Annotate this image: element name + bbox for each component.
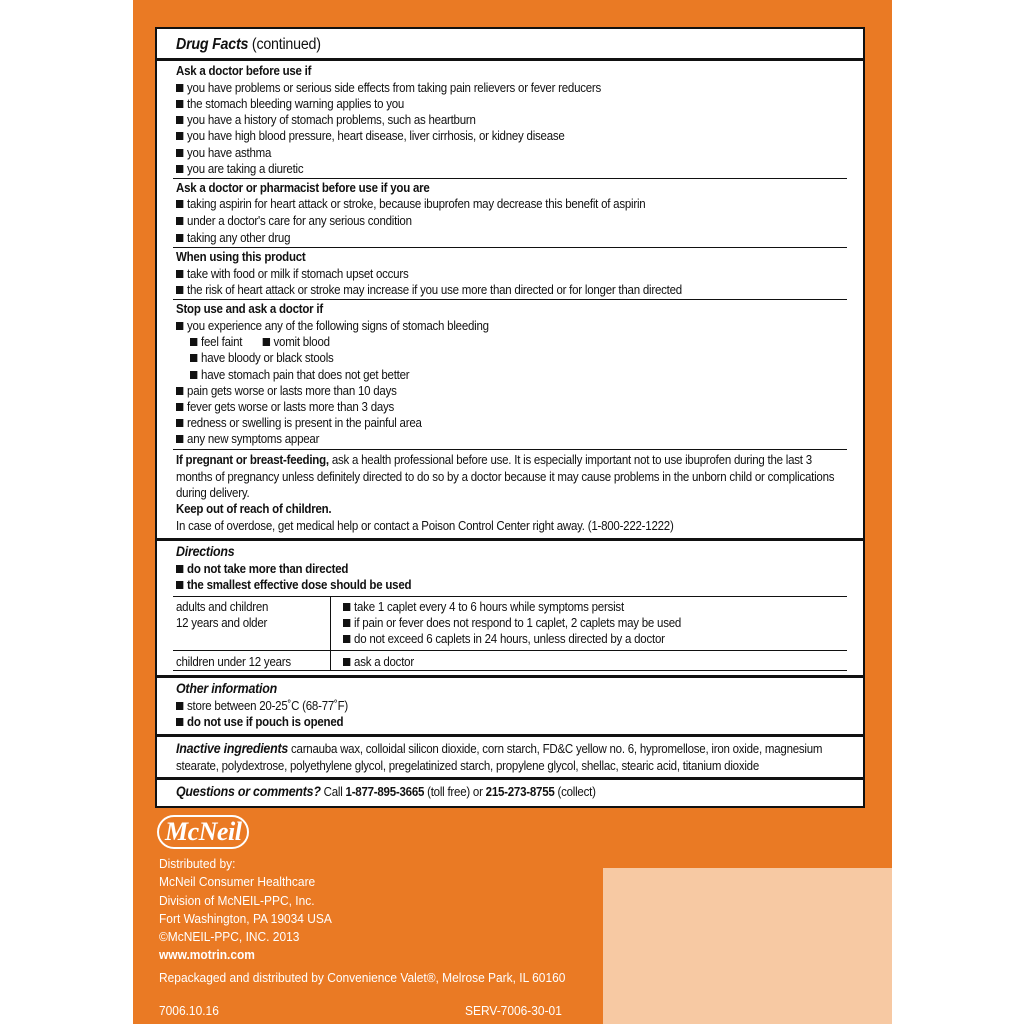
bullet-icon bbox=[190, 371, 197, 379]
section-border bbox=[157, 538, 863, 541]
company-division: Division of McNEIL-PPC, Inc. bbox=[159, 893, 315, 908]
pregnant-warning: If pregnant or breast-feeding, ask a health professional before use. It is especially important not to use ibuprofen during the last 3 bbox=[176, 453, 812, 467]
inactive-ingredients: Inactive ingredients carnauba wax, colloidal silicon dioxide, corn starch, FD&C yellow no. 6, hypromellose, iron oxide, magnesium bbox=[176, 741, 823, 756]
table-top-line bbox=[173, 596, 847, 597]
section-border bbox=[157, 734, 863, 737]
list-item: store between 20-25˚C (68-77˚F) bbox=[176, 698, 348, 714]
list-item: taking aspirin for heart attack or stroke, because ibuprofen may decrease this benefit of aspirin bbox=[176, 196, 645, 212]
distributed-by: Distributed by: bbox=[159, 856, 236, 871]
section-divider bbox=[173, 299, 847, 300]
pregnant-warning-line: months of pregnancy unless definitely directed to do so by a doctor because it may cause problems in the unborn child or complications bbox=[176, 470, 835, 484]
bullet-icon bbox=[343, 603, 350, 611]
list-item: redness or swelling is present in the painful area bbox=[176, 415, 422, 431]
list-item: take 1 caplet every 4 to 6 hours while symptoms persist bbox=[343, 599, 624, 615]
list-item: any new symptoms appear bbox=[176, 431, 319, 447]
bullet-icon bbox=[176, 217, 183, 225]
list-item: pain gets worse or lasts more than 10 days bbox=[176, 383, 397, 399]
keep-out-heading: Keep out of reach of children. bbox=[176, 502, 332, 516]
title-divider bbox=[157, 58, 863, 61]
table-cell-label: 12 years and older bbox=[176, 616, 268, 630]
table-cell-label: adults and children bbox=[176, 600, 269, 614]
list-item: have bloody or black stools bbox=[190, 350, 334, 366]
list-item: do not use if pouch is opened bbox=[176, 714, 343, 730]
panel-title: Drug Facts (continued) bbox=[176, 36, 321, 53]
bullet-icon bbox=[176, 718, 183, 726]
website-link[interactable]: www.motrin.com bbox=[159, 947, 255, 962]
bullet-icon bbox=[176, 702, 183, 710]
bullet-icon bbox=[176, 116, 183, 124]
stop-use-heading: Stop use and ask a doctor if bbox=[176, 302, 323, 316]
when-using-heading: When using this product bbox=[176, 250, 306, 264]
bullet-icon bbox=[176, 149, 183, 157]
list-item: feel faint vomit blood bbox=[190, 334, 330, 350]
list-item: you have asthma bbox=[176, 145, 271, 161]
overdose-text: In case of overdose, get medical help or contact a Poison Control Center right away. (1-800-222-1222) bbox=[176, 519, 674, 533]
bullet-icon bbox=[176, 234, 183, 242]
bullet-icon bbox=[176, 322, 183, 330]
bullet-icon bbox=[176, 270, 183, 278]
bullet-icon bbox=[343, 635, 350, 643]
bullet-icon bbox=[176, 200, 183, 208]
list-item: you have a history of stomach problems, such as heartburn bbox=[176, 112, 476, 128]
bullet-icon bbox=[190, 338, 197, 346]
bullet-icon bbox=[176, 165, 183, 173]
section-divider bbox=[173, 449, 847, 450]
list-item: you have high blood pressure, heart disease, liver cirrhosis, or kidney disease bbox=[176, 128, 565, 144]
bullet-icon bbox=[262, 338, 269, 346]
bullet-icon bbox=[343, 619, 350, 627]
section-divider bbox=[173, 247, 847, 248]
list-item: have stomach pain that does not get better bbox=[190, 367, 409, 383]
bullet-icon bbox=[343, 658, 350, 666]
repackaged-note: Repackaged and distributed by Convenience Valet®, Melrose Park, IL 60160 bbox=[159, 970, 566, 985]
list-item: do not exceed 6 caplets in 24 hours, unless directed by a doctor bbox=[343, 631, 665, 647]
company-address: Fort Washington, PA 19034 USA bbox=[159, 911, 332, 926]
table-cell-label: children under 12 years bbox=[176, 655, 291, 669]
list-item: you are taking a diuretic bbox=[176, 161, 303, 177]
list-item: the stomach bleeding warning applies to you bbox=[176, 96, 404, 112]
section-divider bbox=[173, 178, 847, 179]
ask-doctor-heading: Ask a doctor before use if bbox=[176, 64, 312, 78]
bullet-icon bbox=[176, 419, 183, 427]
list-item: you have problems or serious side effects from taking pain relievers or fever reducers bbox=[176, 80, 601, 96]
bullet-icon bbox=[176, 387, 183, 395]
section-border bbox=[157, 675, 863, 678]
bullet-icon bbox=[176, 435, 183, 443]
mcneil-logo: McNeil bbox=[157, 815, 249, 849]
bullet-icon bbox=[176, 403, 183, 411]
bullet-icon bbox=[176, 132, 183, 140]
table-row-line bbox=[173, 650, 847, 651]
pregnant-warning-line: during delivery. bbox=[176, 486, 250, 500]
section-border bbox=[157, 777, 863, 780]
list-item: take with food or milk if stomach upset occurs bbox=[176, 266, 408, 282]
list-item: ask a doctor bbox=[343, 654, 414, 670]
other-info-heading: Other information bbox=[176, 681, 277, 696]
bullet-icon bbox=[176, 581, 183, 589]
peach-swatch bbox=[603, 868, 892, 1024]
list-item: under a doctor's care for any serious condition bbox=[176, 213, 412, 229]
ask-pharmacist-heading: Ask a doctor or pharmacist before use if you are bbox=[176, 181, 430, 195]
bullet-icon bbox=[176, 565, 183, 573]
list-item: you experience any of the following signs of stomach bleeding bbox=[176, 318, 489, 334]
table-bottom-line bbox=[173, 670, 847, 671]
list-item: taking any other drug bbox=[176, 230, 290, 246]
bullet-icon bbox=[190, 354, 197, 362]
bullet-icon bbox=[176, 84, 183, 92]
list-item: fever gets worse or lasts more than 3 days bbox=[176, 399, 394, 415]
bullet-icon bbox=[176, 100, 183, 108]
bullet-icon bbox=[176, 286, 183, 294]
inactive-ingredients-line: stearate, polydextrose, polyethylene glycol, pregelatinized starch, propylene glycol, shellac, stearic acid, titanium dioxide bbox=[176, 759, 760, 773]
questions-line: Questions or comments? Call 1-877-895-3665 (toll free) or 215-273-8755 (collect) bbox=[176, 784, 596, 799]
lot-code-right: SERV-7006-30-01 bbox=[465, 1003, 562, 1018]
lot-code-left: 7006.10.16 bbox=[159, 1003, 219, 1018]
drug-facts-panel bbox=[155, 27, 865, 808]
company-name: McNeil Consumer Healthcare bbox=[159, 874, 316, 889]
list-item: if pain or fever does not respond to 1 caplet, 2 caplets may be used bbox=[343, 615, 681, 631]
direction-rule: the smallest effective dose should be used bbox=[176, 577, 411, 593]
copyright: ©McNEIL-PPC, INC. 2013 bbox=[159, 929, 300, 944]
list-item: the risk of heart attack or stroke may increase if you use more than directed or for longer than directed bbox=[176, 282, 682, 298]
directions-heading: Directions bbox=[176, 544, 235, 559]
direction-rule: do not take more than directed bbox=[176, 561, 348, 577]
table-column-divider bbox=[330, 596, 331, 671]
